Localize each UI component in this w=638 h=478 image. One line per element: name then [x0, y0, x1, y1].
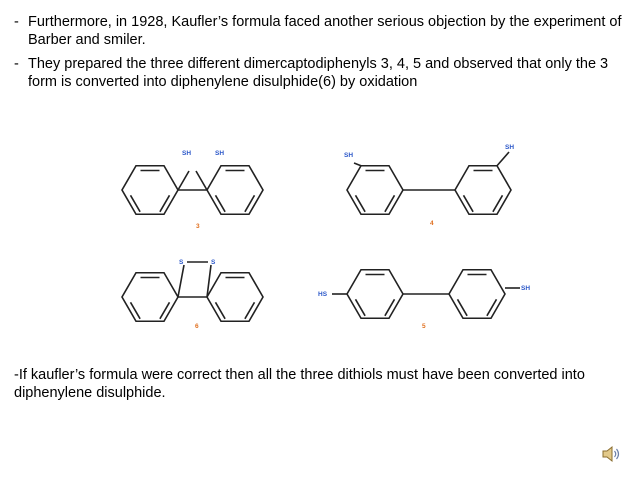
benzene-ring [455, 166, 511, 215]
thiol-label: HS [318, 291, 328, 298]
sulfur-label: S [179, 259, 184, 266]
benzene-ring [207, 273, 263, 322]
thiol-label: SH [215, 150, 225, 157]
thiol-label: SH [505, 144, 515, 151]
benzene-ring [347, 270, 403, 319]
benzene-ring [122, 273, 178, 322]
thiol-label: SH [521, 285, 531, 292]
speaker-icon[interactable] [600, 443, 622, 465]
thiol-label: SH [344, 152, 354, 159]
benzene-ring [122, 166, 178, 215]
thiol-bond [196, 171, 207, 190]
benzene-ring [207, 166, 263, 215]
sulfur-label: S [211, 259, 216, 266]
bullet-marker: - [14, 14, 19, 30]
bullet-marker: - [14, 56, 19, 72]
bullet-text: They prepared the three different dimercaptodiphenyls 3, 4, 5 and observed that only the 3 form is converted into diphenylene disulphide(6) by oxidation [28, 56, 609, 90]
thiol-label: SH [182, 150, 192, 157]
compound-3-structure [122, 150, 263, 230]
compound-number: 6 [195, 323, 199, 330]
thiol-bond [178, 171, 189, 190]
conclusion-text: -If kaufler’s formula were correct then all the three dithiols must have been converted into diphenylene disulphide. [14, 367, 585, 401]
compound-number: 4 [430, 220, 434, 227]
bullet-text: Furthermore, in 1928, Kaufler’s formula faced another serious objection by the experiment of Barber and smiler. [28, 14, 622, 48]
compound-4-structure [344, 144, 514, 227]
compound-5-structure [318, 270, 530, 330]
benzene-ring [449, 270, 505, 319]
compound-number: 3 [196, 223, 200, 230]
compound-number: 5 [422, 323, 426, 330]
compound-6-structure [122, 259, 263, 330]
thiol-bond [497, 152, 509, 166]
sulfur-bond [178, 265, 184, 297]
benzene-ring [347, 166, 403, 215]
thiol-bond [354, 163, 361, 166]
